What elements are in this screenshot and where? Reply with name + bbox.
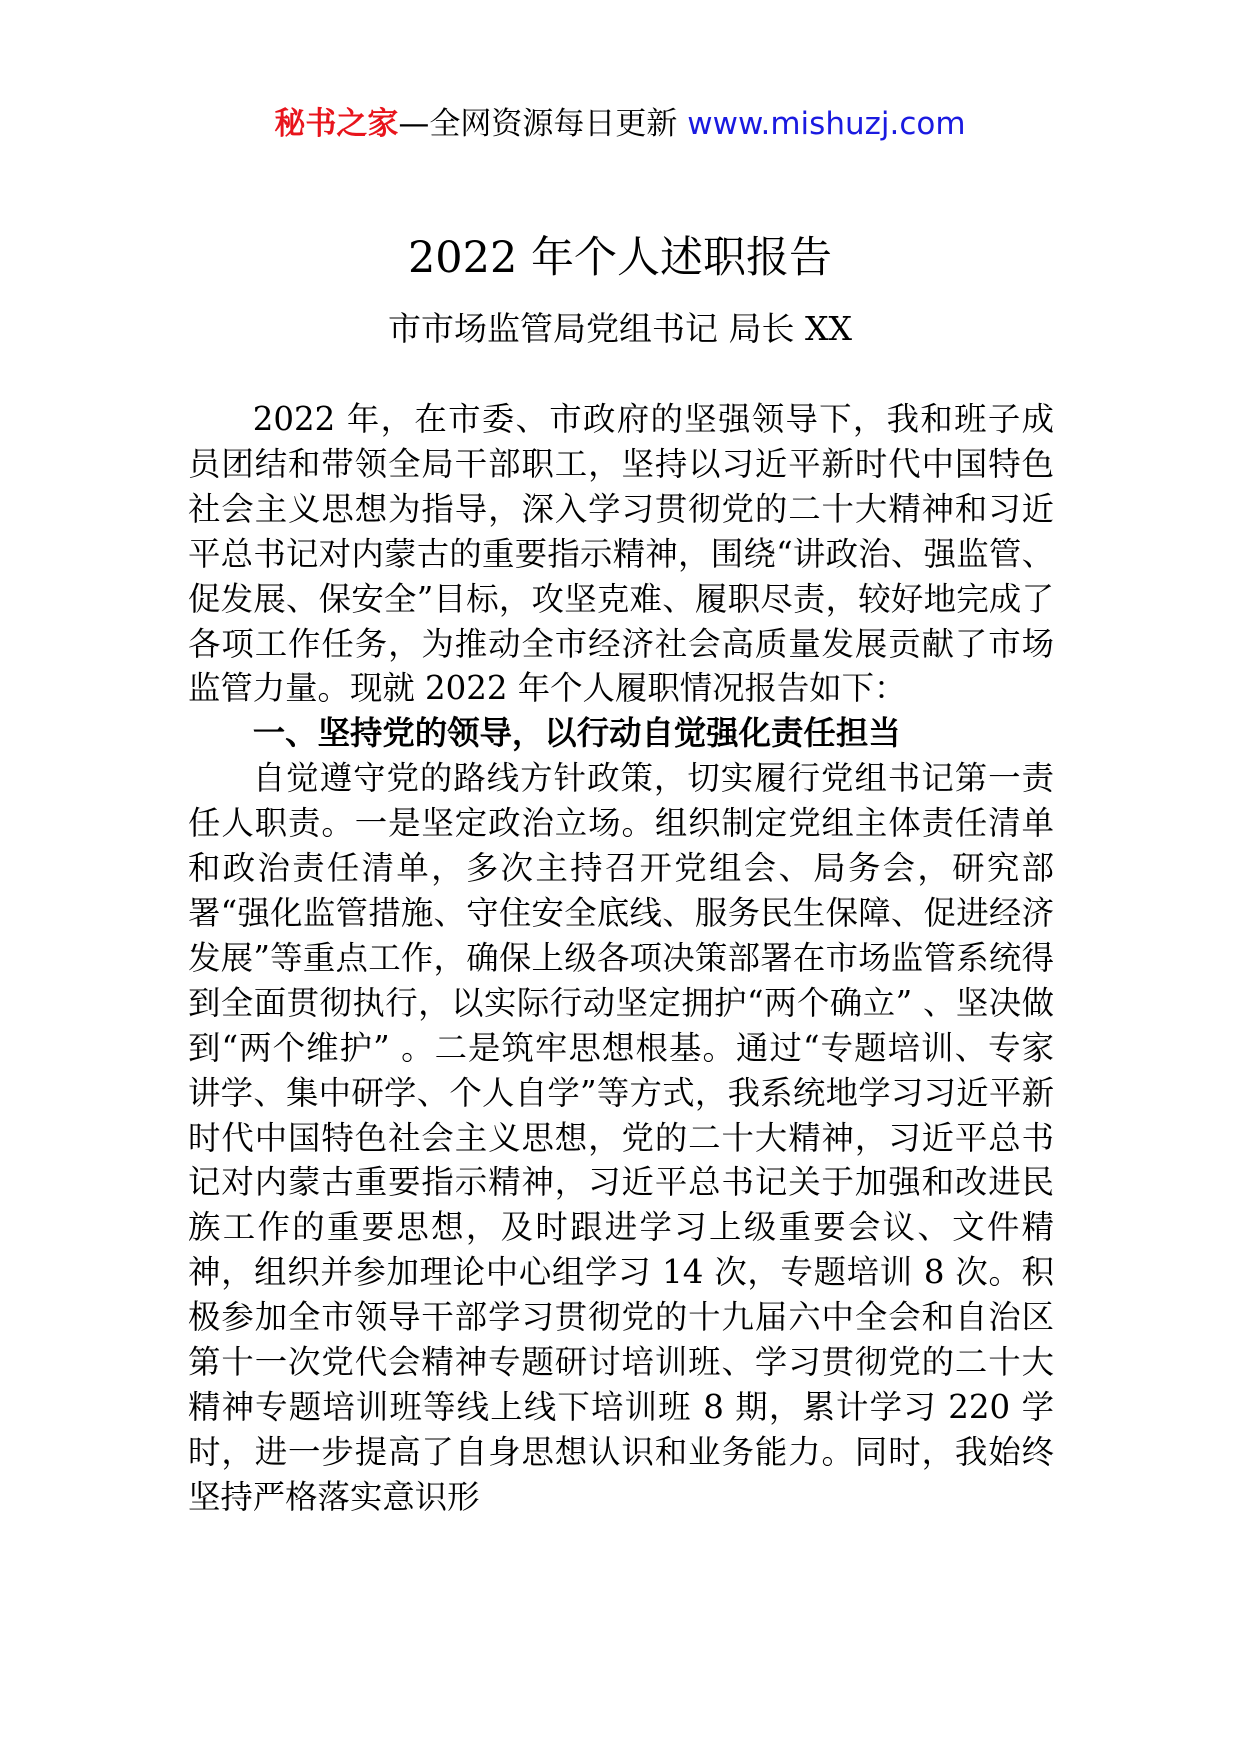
site-tagline: —全网资源每日更新 — [398, 106, 688, 142]
section-heading: 一、坚持党的领导，以行动自觉强化责任担当 — [252, 714, 901, 753]
site-url-link[interactable]: www.mishuzj.com — [687, 106, 966, 142]
section-paragraph: 自觉遵守党的路线方针政策，切实履行党组书记第一责任人职责。一是坚定政治立场。组织制定党组主体责任清单和政治责任清单，多次主持召开党组会、局务会，研究部署“强化监管措施、守住安全底线、服务民生保障、促进经济发展”等重点工作，确保上级各项决策部署在市场监管系统得到全面贯彻执行，以实际行动坚定拥护“两个确立” 、坚决做到“两个维护” 。二是筑牢思想根基。通过“专题培训、专家讲学、集中研学、个人自学”等方式，我系统地学习习近平新时代中国特色社会主义思想，党的二十大精神，习近平总书记对内蒙古重要指示精神，习近平总书记关于加强和改进民族工作的重要思想，及时跟进学习上级重要会议、文件精神，组织并参加理论中心组学习 14 次，专题培训 8 次。积极参加全市领导干部学习贯彻党的十九届六中全会和自治区第十一次党代会精神专题研讨培训班、学习贯彻党的二十大精神专题培训班等线上线下培训班 8 期，累计学习 220 学时，进一步提高了自身思想认识和业务能力。同时，我始终坚持严格落实意识形 — [188, 759, 1054, 1516]
site-brand: 秘书之家 — [274, 106, 399, 142]
document-title: 2022 年个人述职报告 — [407, 233, 833, 283]
document-author: 市市场监管局党组书记 局长 XX — [388, 309, 852, 348]
site-header — [0, 102, 1240, 146]
intro-paragraph: 2022 年，在市委、市政府的坚强领导下，我和班子成员团结和带领全局干部职工，坚持以习近平新时代中国特色社会主义思想为指导，深入学习贯彻党的二十大精神和习近平总书记对内蒙古的重要指示精神，围绕“讲政治、强监管、促发展、保安全”目标，攻坚克难、履职尽责，较好地完成了各项工作任务，为推动全市经济社会高质量发展贡献了市场监管力量。现就 2022 年个人履职情况报告如下： — [188, 400, 1054, 708]
document-body — [188, 397, 1054, 1520]
